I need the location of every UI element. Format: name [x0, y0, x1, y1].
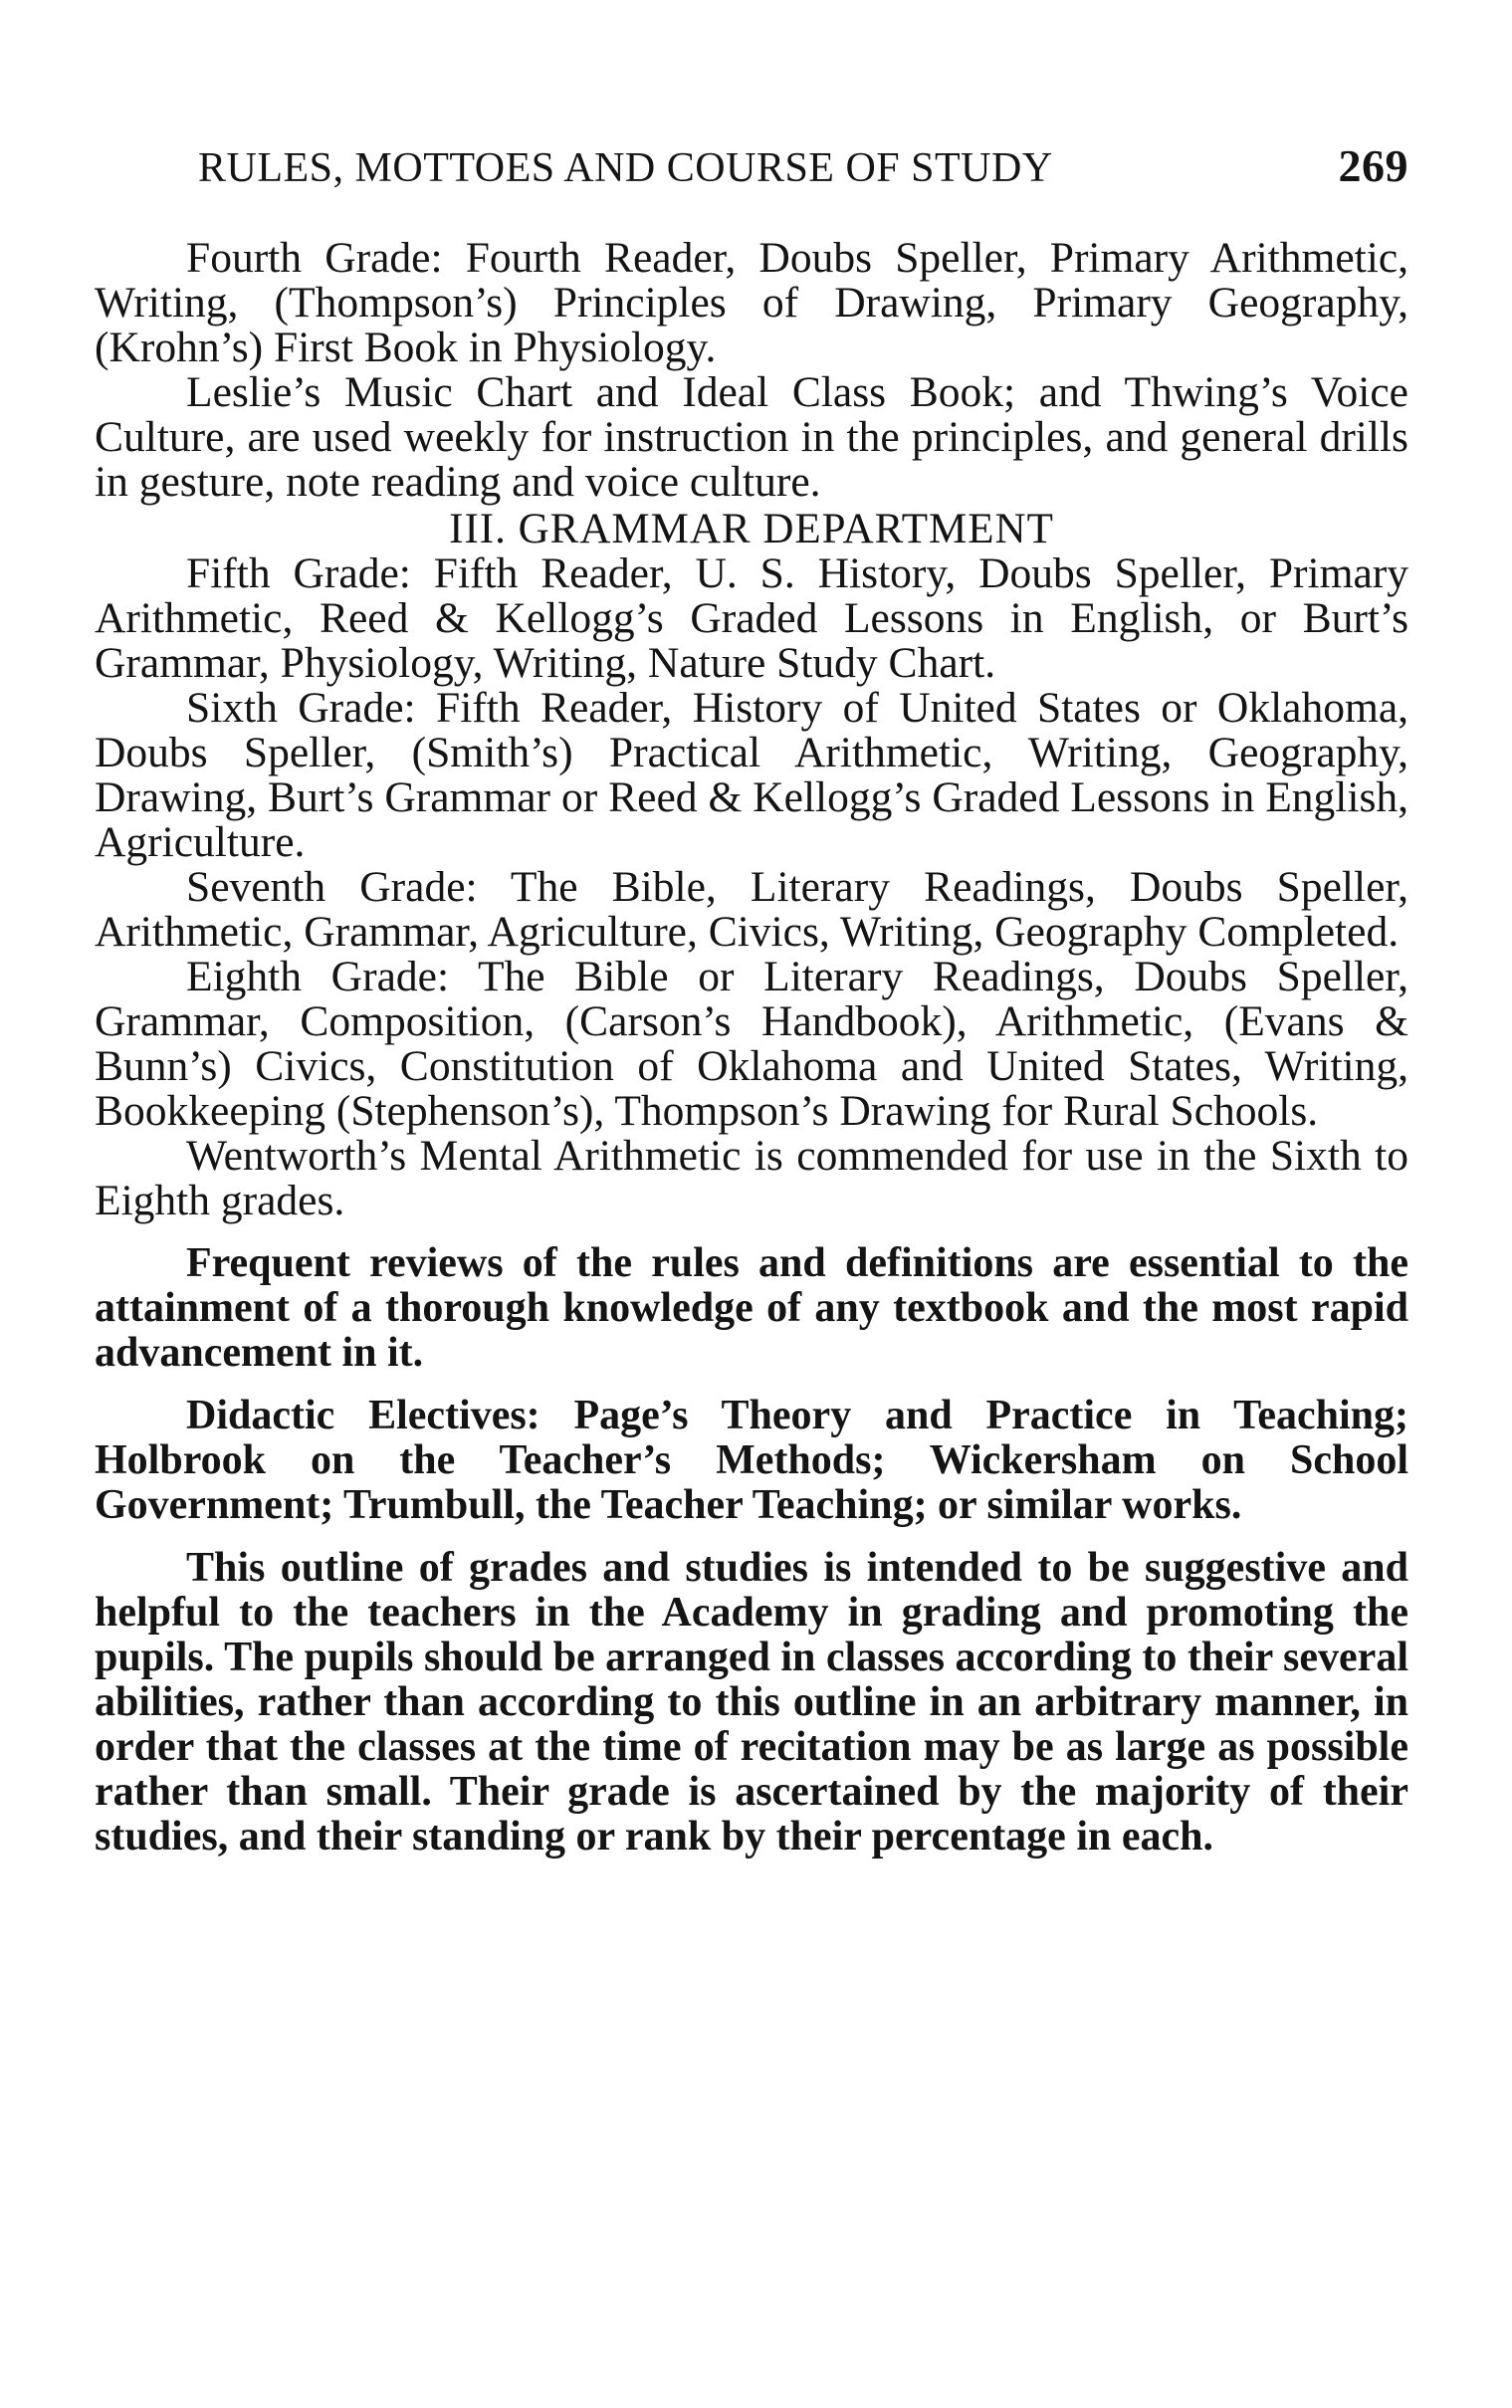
wentworth-paragraph: Wentworth’s Mental Arithmetic is commended for use in the Sixth to Eighth grades.: [95, 1132, 1408, 1224]
paragraph-gap: [95, 1528, 1408, 1546]
running-title: RULES, MOTTOES AND COURSE OF STUDY: [198, 145, 1053, 191]
reviews-paragraph: Frequent reviews of the rules and definitions are essential to the attainment of a thorough knowledge of any textbook and the most rapid advancement in it.: [95, 1240, 1408, 1376]
outline-paragraph: This outline of grades and studies is intended to be suggestive and helpful to the teachers in the Academy in grading and promoting the pupils. The pupils should be arranged in classes according to their several abilities, rather than according to this outline in an arbitrary manner, in order that the classes at the time of recitation may be as large as possible rather than small. Their grade is ascertained by the majority of their studies, and their standing or rank by their percentage in each.: [95, 1545, 1408, 1860]
grammar-department-heading: III. GRAMMAR DEPARTMENT: [449, 506, 1054, 552]
sixth-grade-paragraph: Sixth Grade: Fifth Reader, History of United States or Oklahoma, Doubs Speller, (Smith’s) Practical Arithmetic, Writing, Geography, Drawing, Burt’s Grammar or Reed & Kellogg’s Graded Lessons in English, Agriculture.: [95, 684, 1408, 866]
running-header: [198, 139, 1408, 192]
book-page: [95, 139, 1408, 1860]
music-paragraph: Leslie’s Music Chart and Ideal Class Book; and Thwing’s Voice Culture, are used weekly for instruction in the principles, and general drills in gesture, note reading and voice culture.: [95, 368, 1408, 506]
seventh-grade-paragraph: Seventh Grade: The Bible, Literary Readings, Doubs Speller, Arithmetic, Grammar, Agriculture, Civics, Writing, Geography Completed.: [95, 863, 1408, 956]
page-number: 269: [1338, 140, 1408, 191]
eighth-grade-paragraph: Eighth Grade: The Bible or Literary Readings, Doubs Speller, Grammar, Composition, (Carson’s Handbook), Arithmetic, (Evans & Bunn’s) Civics, Constitution of Oklahoma and United States, Writing, Bookkeeping (Stephenson’s), Thompson’s Drawing for Rural Schools.: [95, 953, 1408, 1135]
didactic-electives-paragraph: Didactic Electives: Page’s Theory and Practice in Teaching; Holbrook on the Teacher’s Methods; Wickersham on School Government; Trumbull, the Teacher Teaching; or similar works.: [95, 1393, 1408, 1528]
fifth-grade-paragraph: Fifth Grade: Fifth Reader, U. S. History, Doubs Speller, Primary Arithmetic, Reed & Kellogg’s Graded Lessons in English, or Burt’s Grammar, Physiology, Writing, Nature Study Chart.: [95, 549, 1408, 687]
fourth-grade-paragraph: Fourth Grade: Fourth Reader, Doubs Speller, Primary Arithmetic, Writing, (Thompson’s) Principles of Drawing, Primary Geography, (Krohn’s) First Book in Physiology.: [95, 234, 1408, 371]
paragraph-gap: [95, 1376, 1408, 1394]
paragraph-gap: [95, 1223, 1408, 1241]
